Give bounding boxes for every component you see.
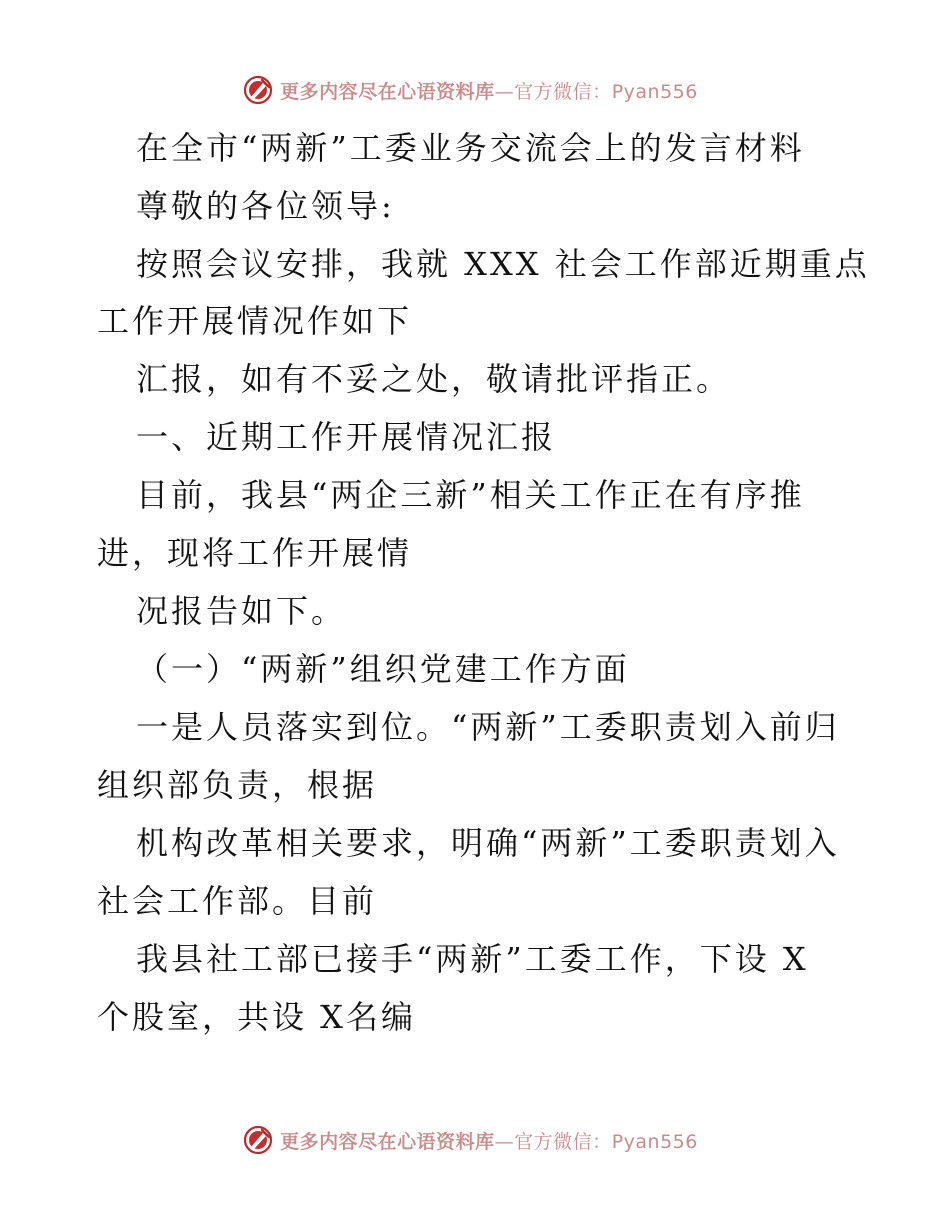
paragraph-line: 目前，我县“两企三新”相关工作正在有序推 [136,476,805,514]
watermark-header [0,70,950,110]
watermark-main-text: 更多内容尽在心语资料库 [280,80,495,103]
watermark-wechat-label: 官方微信： [514,1130,612,1153]
watermark-text [280,77,698,104]
watermark-footer [0,1120,950,1160]
paragraph-line: 一是人员落实到位。“两新”工委职责划入前归 [136,708,840,746]
watermark-wechat-label: 官方微信： [514,80,612,103]
paragraph-line: 工作开展情况作如下 [97,302,413,340]
paragraph-line: 况报告如下。 [136,592,347,630]
watermark-header-inner [242,74,698,106]
quill-logo-icon [242,74,274,106]
quill-logo-icon [242,1124,274,1156]
watermark-wechat-id: Pyan556 [611,80,698,103]
paragraph-line: 我县社工部已接手“两新”工委工作，下设 X [136,940,809,978]
section-heading: 一、近期工作开展情况汇报 [136,418,557,456]
paragraph-line: 机构改革相关要求，明确“两新”工委职责划入 [136,824,840,862]
paragraph-line: 按照会议安排，我就 XXX 社会工作部近期重点 [136,245,870,283]
watermark-wechat-id: Pyan556 [611,1130,698,1153]
paragraph-line: 汇报，如有不妥之处，敬请批评指正。 [136,360,732,398]
watermark-text [280,1127,698,1154]
paragraph-line: 社会工作部。目前 [97,882,378,920]
watermark-dash: — [494,1130,515,1153]
document-title: 在全市“两新”工委业务交流会上的发言材料 [136,129,805,167]
watermark-main-text: 更多内容尽在心语资料库 [280,1130,495,1153]
paragraph-line: 个股室，共设 X名编 [97,998,416,1036]
paragraph-line: 进，现将工作开展情 [97,534,413,572]
subsection-heading: （一）“两新”组织党建工作方面 [136,650,630,688]
paragraph-line: 组织部负责，根据 [97,766,378,804]
watermark-footer-inner [242,1124,698,1156]
salutation: 尊敬的各位领导: [136,187,395,225]
watermark-dash: — [494,80,515,103]
